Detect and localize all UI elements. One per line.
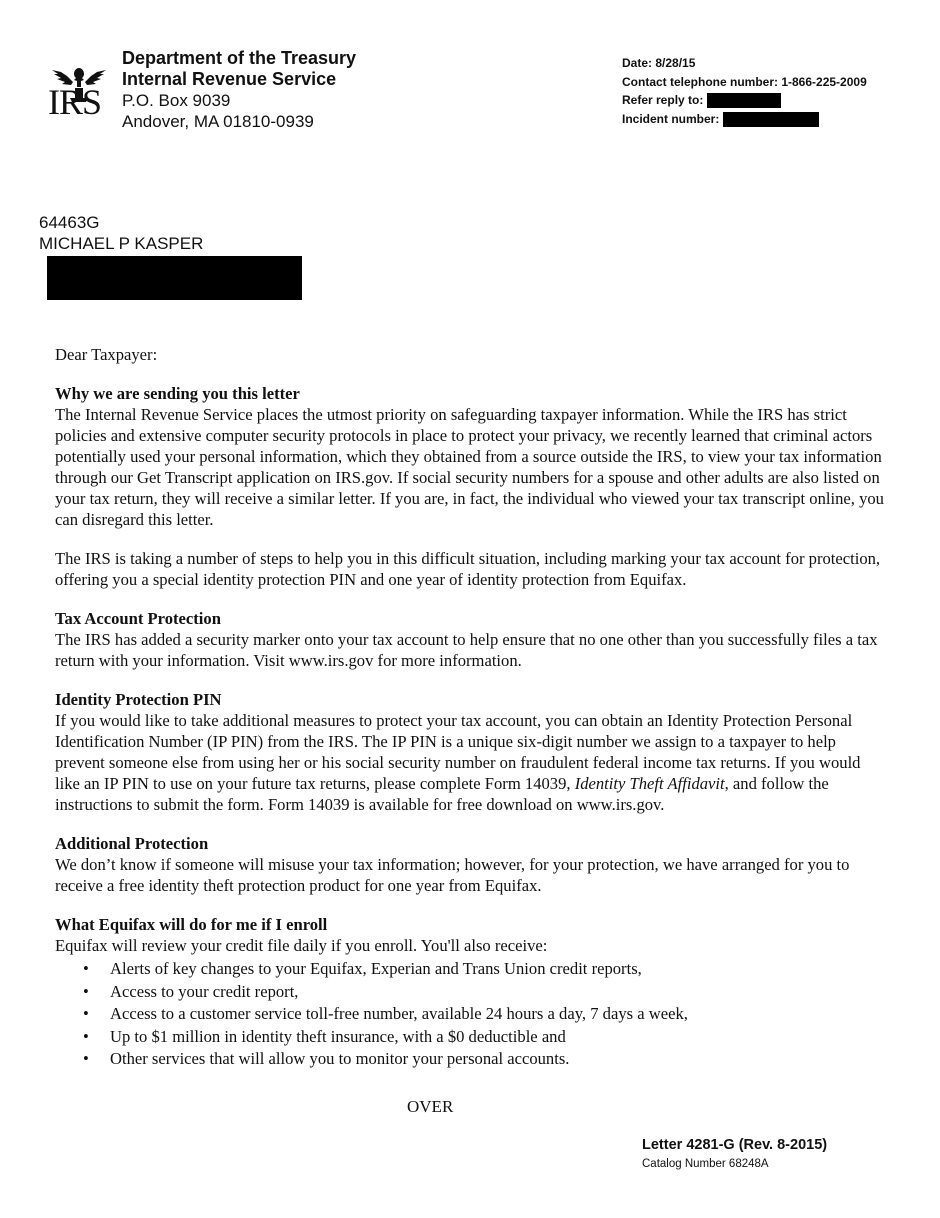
- letter-body: [55, 344, 885, 1089]
- list-item-text: Alerts of key changes to your Equifax, Experian and Trans Union credit reports,: [110, 959, 642, 978]
- meta-phone: Contact telephone number: 1-866-225-2009: [622, 74, 867, 89]
- list-item: [55, 1026, 885, 1049]
- agency-address-2: Andover, MA 01810-0939: [122, 112, 314, 131]
- list-item-text: Access to your credit report,: [110, 981, 299, 1001]
- section-heading: Identity Protection PIN: [55, 690, 222, 709]
- redaction-box: [707, 93, 781, 108]
- list-item-text: Up to $1 million in identity theft insurance, with a $0 deductible and: [110, 1026, 566, 1046]
- paragraph-text: , and follow the instructions to submit the form. Form 14039 is available for free download on www.irs.gov.: [55, 774, 829, 814]
- section-equifax: [55, 914, 885, 1071]
- agency-dept: Department of the Treasury: [122, 48, 357, 68]
- paragraph: We don’t know if someone will misuse your tax information; however, for your protection, we have arranged for you to receive a free identity theft protection product for one year from Equifax.: [55, 855, 850, 895]
- redaction-box: [723, 112, 819, 127]
- list-item-text: Access to a customer service toll-free number, available 24 hours a day, 7 days a week,: [110, 1004, 688, 1023]
- list-item: [55, 1003, 885, 1026]
- meta-refer-reply-label: Refer reply to:: [622, 93, 704, 107]
- salutation: Dear Taxpayer:: [55, 345, 158, 364]
- letter-meta: [622, 54, 867, 128]
- agency-block: [122, 48, 356, 132]
- paragraph: The IRS has added a security marker onto your tax account to help ensure that no one other than you successfully files a tax return with your information. Visit www.irs.gov for more information.: [55, 630, 878, 670]
- recipient-block: [39, 212, 203, 254]
- catalog-number: Catalog Number 68248A: [642, 1158, 769, 1170]
- paragraph: The IRS is taking a number of steps to help you in this difficult situation, including marking your tax account for protection, offering you a special identity protection PIN and one year of identity protection from Equifax.: [55, 549, 881, 589]
- bullet-icon: •: [83, 1026, 89, 1046]
- over-indicator: OVER: [407, 1097, 454, 1116]
- recipient-name: MICHAEL P KASPER: [39, 234, 204, 253]
- agency-address-1: P.O. Box 9039: [122, 91, 231, 110]
- form-title-italic: Identity Theft Affidavit: [574, 774, 725, 793]
- list-item: [55, 958, 885, 981]
- section-additional-protection: [55, 833, 885, 896]
- section-why: [55, 383, 885, 590]
- meta-date: Date: 8/28/15: [622, 56, 696, 70]
- list-item: [55, 1048, 885, 1071]
- section-identity-protection-pin: [55, 689, 885, 815]
- meta-incident: [622, 110, 867, 129]
- bullet-icon: •: [83, 959, 89, 978]
- section-heading: Tax Account Protection: [55, 609, 221, 628]
- meta-incident-label: Incident number:: [622, 111, 720, 126]
- section-heading: Additional Protection: [55, 834, 209, 853]
- bullet-icon: •: [83, 1004, 89, 1023]
- irs-logo-text: IRS: [48, 82, 102, 122]
- bullet-icon: •: [83, 981, 89, 1001]
- section-heading: What Equifax will do for me if I enroll: [55, 915, 328, 934]
- paragraph-text: If you would like to take additional measures to protect your tax account, you can obtain an Identity Protection Personal Identification Number (IP PIN) from the IRS. The IP PIN is a unique six-digit number we assign to a taxpayer to help prevent someone else from using her or his social security number on fraudulent federal income tax returns. If you would like an IP PIN to use on your future tax returns, please complete Form 14039,: [55, 711, 861, 793]
- section-tax-account-protection: [55, 608, 885, 671]
- paragraph: The Internal Revenue Service places the utmost priority on safeguarding taxpayer information. While the IRS has strict policies and extensive computer security protocols in place to protect your privacy, we recently learned that criminal actors potentially used your personal information, which they obtained from a source outside the IRS, to view your tax information through our Get Transcript application on IRS.gov. If social security numbers for a spouse and other adults are also listed on your tax return, they will receive a similar letter. If you are, in fact, the individual who viewed your tax transcript online, you can disregard this letter.: [55, 405, 884, 529]
- agency-service: Internal Revenue Service: [122, 69, 337, 89]
- recipient-address-redaction: [47, 256, 302, 300]
- letter-id: Letter 4281-G (Rev. 8-2015): [642, 1137, 828, 1153]
- meta-refer-reply: [622, 91, 867, 110]
- bullet-icon: •: [83, 1049, 89, 1068]
- section-heading: Why we are sending you this letter: [55, 384, 300, 403]
- recipient-code: 64463G: [39, 213, 100, 232]
- list-item-text: Other services that will allow you to monitor your personal accounts.: [110, 1049, 570, 1068]
- paragraph: Equifax will review your credit file daily if you enroll. You'll also receive:: [55, 936, 548, 955]
- list-item: [55, 981, 885, 1004]
- benefits-list: [55, 958, 885, 1071]
- paragraph: [55, 710, 885, 815]
